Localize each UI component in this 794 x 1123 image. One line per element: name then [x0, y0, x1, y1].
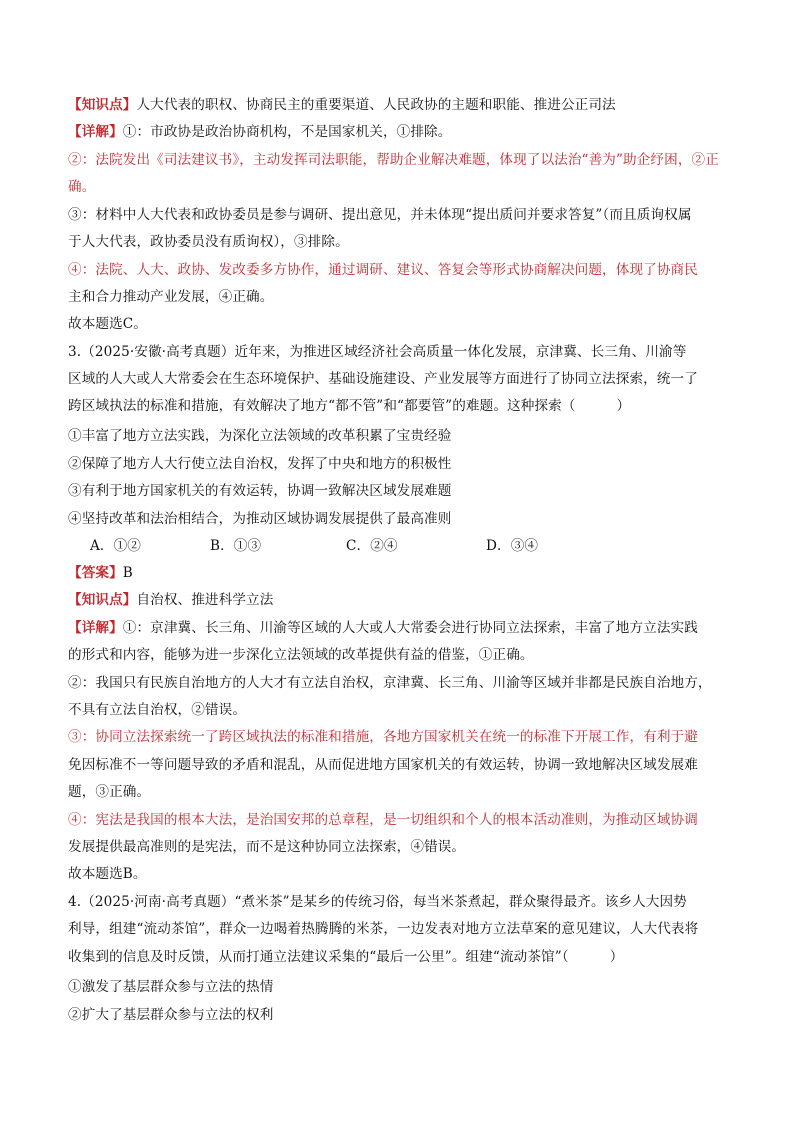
option-b: B．①③ — [210, 538, 262, 554]
option-d: D．③④ — [486, 538, 539, 554]
q4-stem-line-3: 收集到的信息及时反馈，从而打通立法建议采集的“最后一公里”。组建“流动茶馆”（ ） — [68, 949, 624, 965]
q3-detail-4b: 发展提供最高准则的是宪法，而不是这种协同立法探索，④错误。 — [68, 839, 466, 855]
option-c: C．②④ — [346, 538, 398, 554]
q2-detail-3a: ③：材料中人大代表和政协委员是参与调研、提出意见，并未体现“提出质问并要求答复”（而且质询权属 — [68, 207, 692, 223]
answer-tag: 【答案】 — [68, 565, 123, 581]
q3-statement-4: ④坚持改革和法治相结合，为推动区域协调发展提供了最高准则 — [68, 511, 452, 527]
q2-conclusion: 故本题选C。 — [68, 316, 147, 332]
q3-detail-2a: ②：我国只有民族自治地方的人大才有立法自治权，京津冀、长三角、川渝等区域并非都是民族自治地方， — [68, 675, 712, 691]
q3-detail-3a: ③：协同立法探索统一了跨区域执法的标准和措施，各地方国家机关在统一的标准下开展工作，有利于避 — [68, 729, 698, 745]
q3-detail-2b: 不具有立法自治权，②错误。 — [68, 702, 247, 718]
q3-stem-line-3: 跨区域执法的标准和措施，有效解决了地方“都不管”和“都要管”的难题。这种探索（ ） — [68, 398, 631, 414]
q2-detail-4b: 主和合力推动产业发展，④正确。 — [68, 289, 274, 305]
q4-stem-line-2: 利导，组建“流动茶馆”，群众一边喝着热腾腾的米茶，一边发表对地方立法草案的意见建议，人大代表将 — [68, 921, 699, 937]
detail-tag: 【详解】 — [68, 124, 123, 140]
q4-statement-2: ②扩大了基层群众参与立法的权利 — [68, 1007, 274, 1023]
knowledge-point-tag: 【知识点】 — [68, 97, 137, 113]
q3-stem-line-2: 区域的人大或人大常委会在生态环境保护、基础设施建设、产业发展等方面进行了协同立法探索，统一了 — [68, 371, 698, 387]
q3-statement-1: ①丰富了地方立法实践，为深化立法领域的改革积累了宝贵经验 — [68, 428, 452, 444]
q2-detail-1 — [68, 123, 451, 141]
q3-detail-4a: ④：宪法是我国的根本大法，是治国安邦的总章程，是一切组织和个人的根本活动准则，为推动区域协调 — [68, 812, 698, 828]
q3-stem-line-1: 3.（2025·安徽·高考真题）近年来，为推进区域经济社会高质量一体化发展，京津冀、长三角、川渝等 — [68, 344, 687, 360]
q3-knowledge-point — [68, 591, 273, 609]
q2-knowledge-point — [68, 96, 616, 114]
q3-detail-1a — [68, 619, 698, 637]
q3-detail-3b: 免因标准不一等问题导致的矛盾和混乱，从而促进地方国家机关的有效运转，协调一致地解决区域发展难 — [68, 757, 698, 773]
q2-detail-3b: 于人大代表，政协委员没有质询权），③排除。 — [68, 234, 349, 250]
q3-conclusion: 故本题选B。 — [68, 866, 147, 882]
knowledge-point-text: 自治权、推进科学立法 — [136, 592, 274, 608]
q2-detail-2a: ②：法院发出《司法建议书》，主动发挥司法职能，帮助企业解决难题，体现了以法治“善为”助企纾困，②正 — [68, 152, 719, 168]
q3-detail-1b: 的形式和内容，能够为进一步深化立法领域的改革提供有益的借鉴，①正确。 — [68, 647, 534, 663]
answer-value: B — [122, 565, 133, 581]
q4-statement-1: ①激发了基层群众参与立法的热情 — [68, 979, 274, 995]
q3-detail-3c: 题，③正确。 — [68, 784, 151, 800]
detail-text: ①：京津冀、长三角、川渝等区域的人大或人大常委会进行协同立法探索，丰富了地方立法实践 — [122, 620, 698, 636]
q3-answer — [68, 564, 133, 582]
q3-statement-3: ③有利于地方国家机关的有效运转，协调一致解决区域发展难题 — [68, 483, 452, 499]
q4-stem-line-1: 4.（2025·河南·高考真题）“煮米茶”是某乡的传统习俗，每当米茶煮起，群众聚得最齐。该乡人大因势 — [68, 894, 687, 910]
q3-statement-2: ②保障了地方人大行使立法自治权，发挥了中央和地方的积极性 — [68, 456, 452, 472]
detail-text: ①：市政协是政治协商机构，不是国家机关，①排除。 — [122, 124, 452, 140]
q2-detail-4a: ④：法院、人大、政协、发改委多方协作，通过调研、建议、答复会等形式协商解决问题，体现了协商民 — [68, 262, 698, 278]
knowledge-point-tag: 【知识点】 — [68, 592, 137, 608]
option-a: A．①② — [90, 538, 141, 554]
detail-tag: 【详解】 — [68, 620, 123, 636]
q2-detail-2b: 确。 — [68, 179, 96, 195]
knowledge-point-text: 人大代表的职权、协商民主的重要渠道、人民政协的主题和职能、推进公正司法 — [136, 97, 616, 113]
